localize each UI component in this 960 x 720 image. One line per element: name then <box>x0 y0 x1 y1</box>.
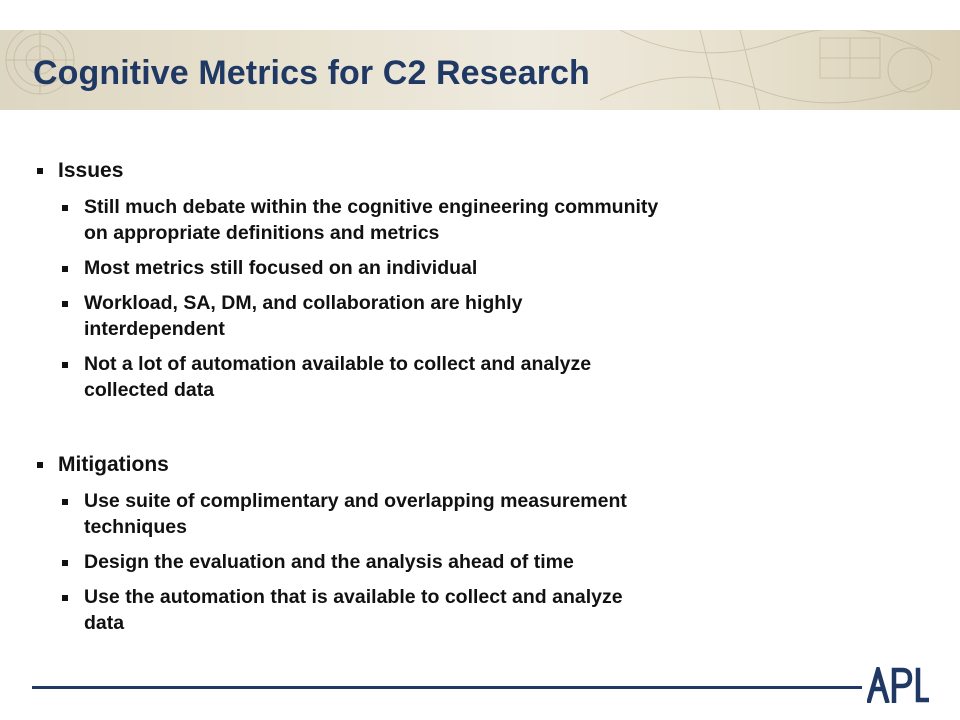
bullet-square-icon <box>62 205 68 211</box>
bullet-square-icon <box>62 362 68 368</box>
issue-item-2-line1: Most metrics still focused on an individual <box>84 257 478 279</box>
bullet-square-icon <box>62 266 68 272</box>
mitigation-item-1-line1: Use suite of complimentary and overlapping measurement <box>84 490 627 512</box>
issue-item-3-line1: Workload, SA, DM, and collaboration are highly <box>84 292 523 314</box>
mitigation-item-1-line2: techniques <box>84 516 187 538</box>
mitigation-item-3-line2: data <box>84 612 125 634</box>
bullet-square-icon <box>62 560 68 566</box>
bullet-square-icon <box>62 499 68 505</box>
issue-item-1-line1: Still much debate within the cognitive engineering community <box>84 196 659 218</box>
apl-logo <box>867 667 929 703</box>
section-heading-mitigations: Mitigations <box>58 453 169 476</box>
section-heading-issues: Issues <box>58 159 124 182</box>
mitigation-item-3-line1: Use the automation that is available to collect and analyze <box>84 586 623 608</box>
slide-title: Cognitive Metrics for C2 Research <box>33 54 590 92</box>
issue-item-3-line2: interdependent <box>84 318 225 340</box>
bullet-square-icon <box>62 595 68 601</box>
bullet-square-icon <box>37 168 43 174</box>
bullet-square-icon <box>37 462 43 468</box>
issue-item-1-line2: on appropriate definitions and metrics <box>84 222 440 244</box>
mitigation-item-2-line1: Design the evaluation and the analysis ahead of time <box>84 551 574 573</box>
issue-item-4-line2: collected data <box>84 379 215 401</box>
bullet-square-icon <box>62 301 68 307</box>
footer-divider <box>32 686 862 689</box>
issue-item-4-line1: Not a lot of automation available to collect and analyze <box>84 353 592 375</box>
